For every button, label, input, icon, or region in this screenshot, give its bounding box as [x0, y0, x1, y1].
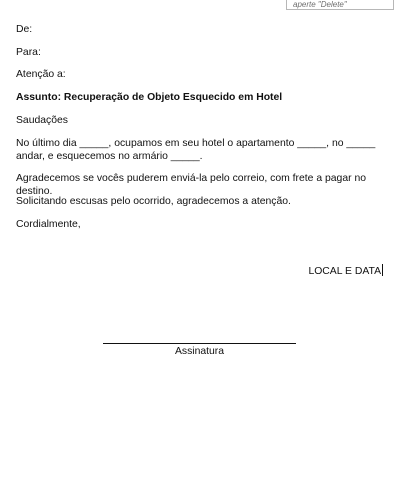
paragraph-2: Agradecemos se vocês puderem enviá-la pelo correio, com frete a pagar no destino.	[16, 173, 367, 197]
greeting-line: Saudações	[16, 115, 68, 126]
delete-hint-text: aperte "Delete"	[293, 0, 347, 9]
to-line: Para:	[16, 47, 41, 58]
delete-hint-tooltip	[286, 0, 394, 10]
subject-line: Assunto: Recuperação de Objeto Esquecido em Hotel	[16, 92, 283, 103]
paragraph-3: Solicitando escusas pelo ocorrido, agradecemos a atenção.	[16, 196, 291, 207]
text-cursor	[382, 264, 383, 276]
local-date-field[interactable]	[308, 264, 383, 278]
closing-line: Cordialmente,	[16, 219, 81, 230]
paragraph-1: No último dia _____, ocupamos em seu hotel o apartamento _____, no _____ andar, e esquecemos no armário _____.	[16, 138, 376, 162]
signature-label: Assinatura	[174, 346, 225, 357]
attention-line: Atenção a:	[16, 69, 66, 80]
signature-line	[103, 343, 296, 344]
local-date-text: LOCAL E DATA	[308, 266, 381, 277]
from-line: De:	[16, 24, 33, 35]
